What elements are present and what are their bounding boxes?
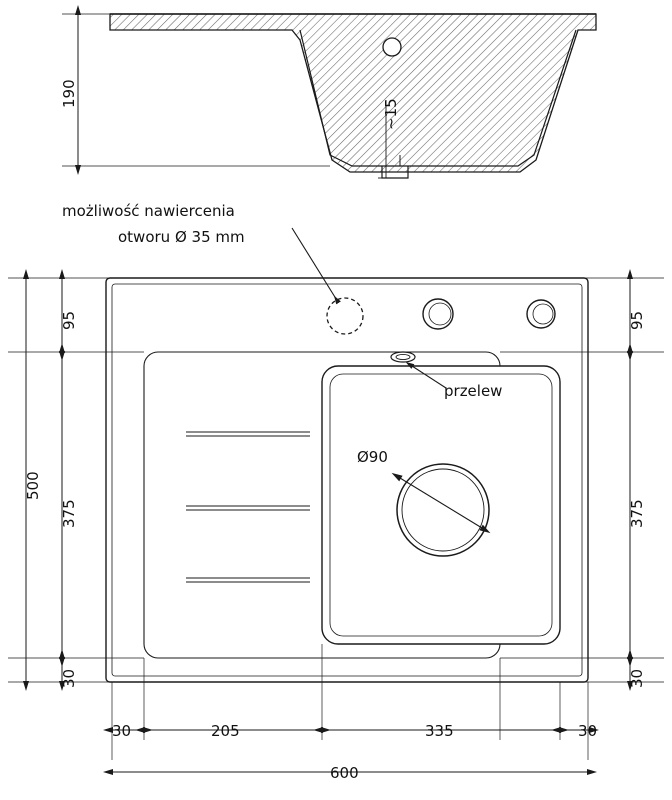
dim-label-335: 335 — [425, 722, 454, 740]
dim-label-30-bottom-left: 30 — [112, 722, 132, 740]
dim-label-500: 500 — [24, 471, 42, 500]
plan-view-group — [106, 278, 588, 682]
overflow-slot — [391, 352, 415, 362]
dim-label-thickness-15: ~15 — [382, 98, 400, 130]
dim-label-depth-190: 190 — [60, 79, 78, 108]
overflow-hole-section — [383, 38, 401, 56]
dim-label-95-left: 95 — [60, 310, 78, 330]
section-body-hatched — [110, 14, 596, 172]
dim-label-30-left: 30 — [60, 668, 78, 688]
drain-diameter-label: Ø90 — [357, 448, 388, 466]
drill-note-line2: otworu Ø 35 mm — [118, 228, 245, 246]
dim-label-375-right: 375 — [628, 499, 646, 528]
overflow-label: przelew — [444, 382, 503, 400]
dim-label-30-right: 30 — [628, 668, 646, 688]
section-view-group — [62, 14, 596, 178]
drain-hole-outer — [397, 464, 489, 556]
dim-label-30-bottom-right: 30 — [578, 722, 598, 740]
dim-label-375-left: 375 — [60, 499, 78, 528]
drill-note-line1: możliwość nawiercenia — [62, 202, 235, 220]
dim-label-205: 205 — [211, 722, 240, 740]
dim-label-95-right: 95 — [628, 310, 646, 330]
dim-label-600: 600 — [330, 764, 359, 782]
